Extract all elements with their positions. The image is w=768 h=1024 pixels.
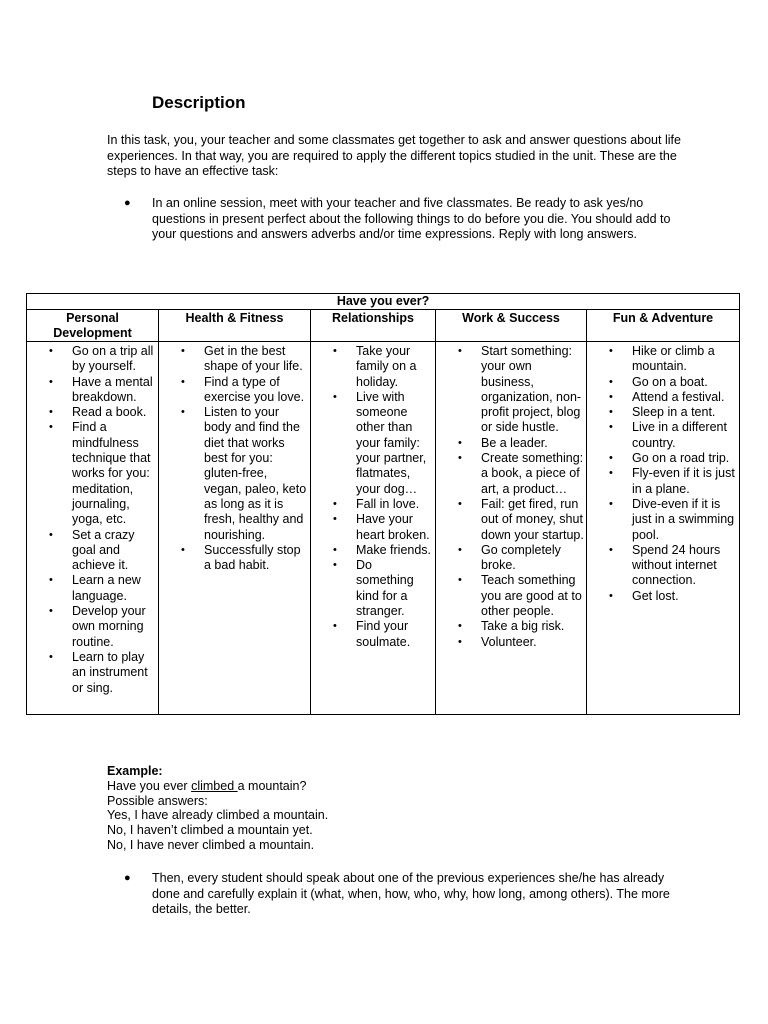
list-item: • Do something kind for a stranger.: [311, 558, 435, 619]
column-fun-adventure: [587, 342, 740, 715]
list-item: • Start something: your own business, organization, non-profit project, blog or side hustle.: [436, 344, 586, 436]
list-item: • Attend a festival.: [587, 390, 739, 405]
column-header-fun-adventure: Fun & Adventure: [587, 310, 740, 342]
list-item: • Live with someone other than your family: your partner, flatmates, your dog…: [311, 390, 435, 497]
list-item: • Successfully stop a bad habit.: [159, 543, 310, 574]
list-item: • Take your family on a holiday.: [311, 344, 435, 390]
step-1-text: In an online session, meet with your teacher and five classmates. Be ready to ask yes/no questions in present perfect about the following things to do before you die. You should add to your questions and answers adverbs and/or time expressions. Reply with long answers.: [152, 196, 671, 241]
list-item: • Live in a different country.: [587, 420, 739, 451]
item-list: [27, 344, 158, 696]
list-item: • Have a mental breakdown.: [27, 375, 158, 406]
item-list: [159, 344, 310, 573]
list-item: • Get lost.: [587, 589, 739, 604]
list-item: • Teach something you are good at to other people.: [436, 573, 586, 619]
column-health-fitness: [159, 342, 311, 715]
list-item: • Set a crazy goal and achieve it.: [27, 528, 158, 574]
example-question-end: a mountain?: [237, 778, 307, 793]
list-item: • Create something: a book, a piece of art, a product…: [436, 451, 586, 497]
list-item: • Learn to play an instrument or sing.: [27, 650, 158, 696]
list-item: • Spend 24 hours without internet connection.: [587, 543, 739, 589]
column-header-health-fitness: Health & Fitness: [159, 310, 311, 342]
possible-answers-label: Possible answers:: [107, 793, 208, 808]
list-item: • Go on a road trip.: [587, 451, 739, 466]
step-1-bullet: [124, 196, 684, 243]
step-2-text: Then, every student should speak about one of the previous experiences she/he has already done and carefully explain it (what, when, how, who, why, how long, among others). The more details, the better.: [152, 871, 670, 916]
list-item: • Take a big risk.: [436, 619, 586, 634]
example-question-start: Have you ever: [107, 778, 192, 793]
example-label: Example:: [107, 764, 163, 778]
example-answer: No, I have never climbed a mountain.: [107, 837, 315, 852]
example-section: [107, 764, 328, 853]
list-item: • Develop your own morning routine.: [27, 604, 158, 650]
example-answer: No, I haven’t climbed a mountain yet.: [107, 823, 313, 838]
column-header-work-success: Work & Success: [436, 310, 587, 342]
list-item: • Fail: get fired, run out of money, shut down your startup.: [436, 497, 586, 543]
column-relationships: [311, 342, 436, 715]
list-item: • Find a mindfulness technique that works for you: meditation, journaling, yoga, etc.: [27, 420, 158, 527]
step-2-bullet: [124, 871, 684, 918]
list-item: • Fly-even if it is just in a plane.: [587, 466, 739, 497]
item-list: [436, 344, 586, 650]
list-item: • Listen to your body and find the diet that works best for you: gluten-free, vegan, paleo, keto as long as it is fresh, healthy and nourishing.: [159, 405, 310, 543]
list-item: • Have your heart broken.: [311, 512, 435, 543]
example-answer: Yes, I have already climbed a mountain.: [107, 808, 329, 823]
intro-paragraph: In this task, you, your teacher and some classmates get together to ask and answer questions about life experiences. In that way, you are required to apply the different topics studied in the unit. These are the steps to have an effective task:: [107, 133, 681, 178]
have-you-ever-table: [26, 293, 740, 715]
list-item: • Volunteer.: [436, 635, 586, 650]
item-list: [587, 344, 739, 604]
bullet-icon: ●: [124, 872, 131, 884]
list-item: • Read a book.: [27, 405, 158, 420]
list-item: • Hike or climb a mountain.: [587, 344, 739, 375]
list-item: • Get in the best shape of your life.: [159, 344, 310, 375]
item-list: [311, 344, 435, 650]
list-item: • Sleep in a tent.: [587, 405, 739, 420]
column-header-personal-development: Personal Development: [27, 310, 159, 342]
list-item: • Be a leader.: [436, 436, 586, 451]
list-item: • Find your soulmate.: [311, 619, 435, 650]
list-item: • Make friends.: [311, 543, 435, 558]
table-title: Have you ever?: [27, 294, 740, 310]
list-item: • Go completely broke.: [436, 543, 586, 574]
description-heading: Description: [152, 93, 246, 112]
bullet-icon: ●: [124, 197, 131, 209]
column-header-relationships: Relationships: [311, 310, 436, 342]
list-item: • Dive-even if it is just in a swimming pool.: [587, 497, 739, 543]
list-item: • Learn a new language.: [27, 573, 158, 604]
list-item: • Fall in love.: [311, 497, 435, 512]
list-item: • Go on a trip all by yourself.: [27, 344, 158, 375]
list-item: • Find a type of exercise you love.: [159, 375, 310, 406]
column-work-success: [436, 342, 587, 715]
example-question-verb: climbed: [191, 778, 238, 793]
example-question: [107, 779, 328, 794]
list-item: • Go on a boat.: [587, 375, 739, 390]
column-personal-development: [27, 342, 159, 715]
